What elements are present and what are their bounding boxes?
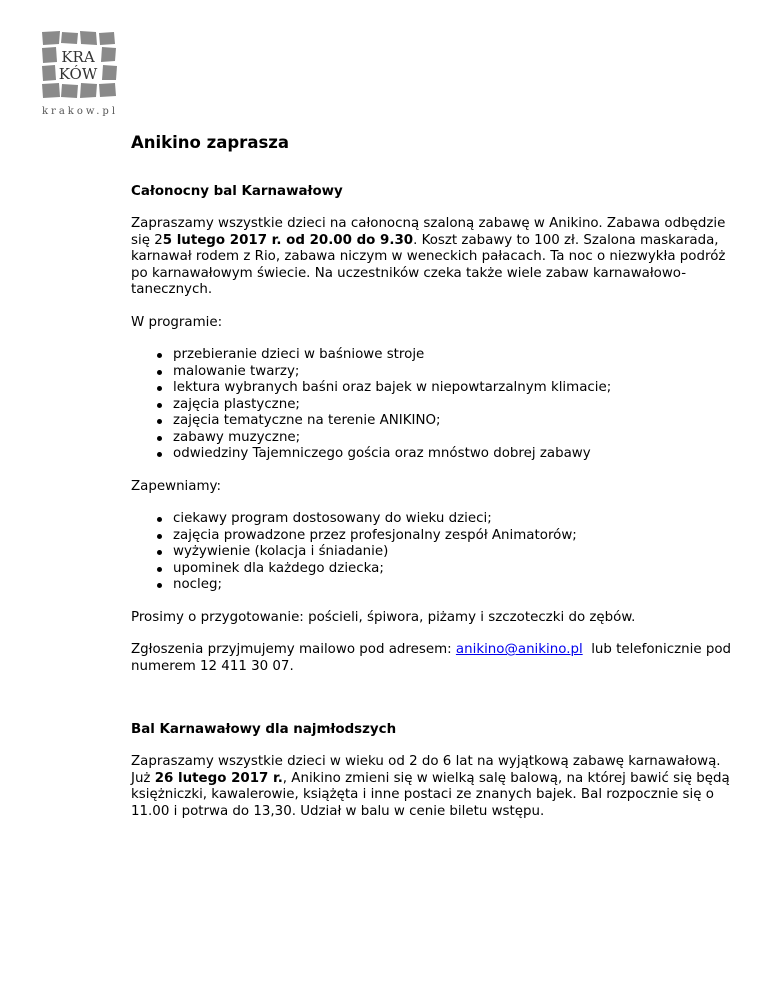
section2-text-a: Zapraszamy wszystkie dzieci w wieku od 2 do 6 lat na wyjątkową zabawę karnawałową. Już: [131, 754, 721, 786]
list-item: nocleg;: [173, 577, 741, 594]
contact-text-b: lub telefonicznie pod numerem 12 411 30 07.: [131, 642, 736, 674]
list-item: zabawy muzyczne;: [173, 430, 741, 447]
section2-text-b: , Anikino zmieni się w wielką salę balową, na której bawić się będą księżniczki, kawalerowie, książęta i inne postaci ze znanych bajek. Bal rozpocznie się o 11.00 i potrwa do 13,30. Udział w balu w cenie biletu wstępu.: [131, 770, 730, 819]
program-list: [131, 347, 741, 463]
section1-heading: Całonocny bal Karnawałowy: [131, 184, 343, 199]
provide-label: Zapewniamy:: [131, 478, 221, 494]
section-spacer: [131, 691, 741, 721]
page-title: Anikino zaprasza: [131, 133, 290, 152]
list-item: zajęcia tematyczne na terenie ANIKINO;: [173, 413, 741, 430]
section2-heading: Bal Karnawałowy dla najmłodszych: [131, 722, 397, 737]
provide-list: [131, 511, 741, 594]
email-link[interactable]: anikino@anikino.pl: [455, 642, 583, 657]
intro-date: 5 lutego 2017 r. od 20.00 do 9.30: [162, 232, 414, 248]
article: [131, 133, 741, 836]
list-item: malowanie twarzy;: [173, 364, 741, 381]
contact-text-a: Zgłoszenia przyjmujemy mailowo pod adresem:: [131, 642, 456, 657]
list-item: przebieranie dzieci w baśniowe stroje: [173, 347, 741, 364]
intro-text-a: Zapraszamy wszystkie dzieci na całonocną szaloną zabawę w Anikino. Zabawa odbędzie się 2: [131, 216, 726, 248]
list-item: ciekawy program dostosowany do wieku dzieci;: [173, 511, 741, 528]
contact-text: [131, 642, 741, 675]
logo-line2: KÓW: [58, 65, 98, 83]
krakow-logo[interactable]: [40, 30, 126, 117]
section1-intro: [131, 216, 741, 299]
list-item: odwiedziny Tajemniczego gościa oraz mnóstwo dobrej zabawy: [173, 446, 741, 463]
logo-caption: krakow.pl: [42, 106, 119, 117]
krakow-logo-mark: [40, 30, 126, 104]
list-item: wyżywienie (kolacja i śniadanie): [173, 544, 741, 561]
list-item: zajęcia plastyczne;: [173, 397, 741, 414]
section2-text: [131, 754, 741, 820]
list-item: lektura wybranych baśni oraz bajek w niepowtarzalnym klimacie;: [173, 380, 741, 397]
program-label: W programie:: [131, 314, 223, 330]
intro-text-b: . Koszt zabawy to 100 zł. Szalona maskarada, karnawał rodem z Rio, zabawa niczym w weneckich pałacach. Ta noc o niezwykła podróż po karnawałowym świecie. Na uczestników czeka także wiele zabaw karnawałowo-tanecznych.: [131, 232, 726, 297]
logo-line1: KRA: [61, 48, 95, 66]
section2-date: 26 lutego 2017 r.: [154, 770, 283, 786]
list-item: zajęcia prowadzone przez profesjonalny zespół Animatorów;: [173, 528, 741, 545]
prepare-text: Prosimy o przygotowanie: pościeli, śpiwora, piżamy i szczoteczki do zębów.: [131, 609, 636, 625]
list-item: upominek dla każdego dziecka;: [173, 561, 741, 578]
